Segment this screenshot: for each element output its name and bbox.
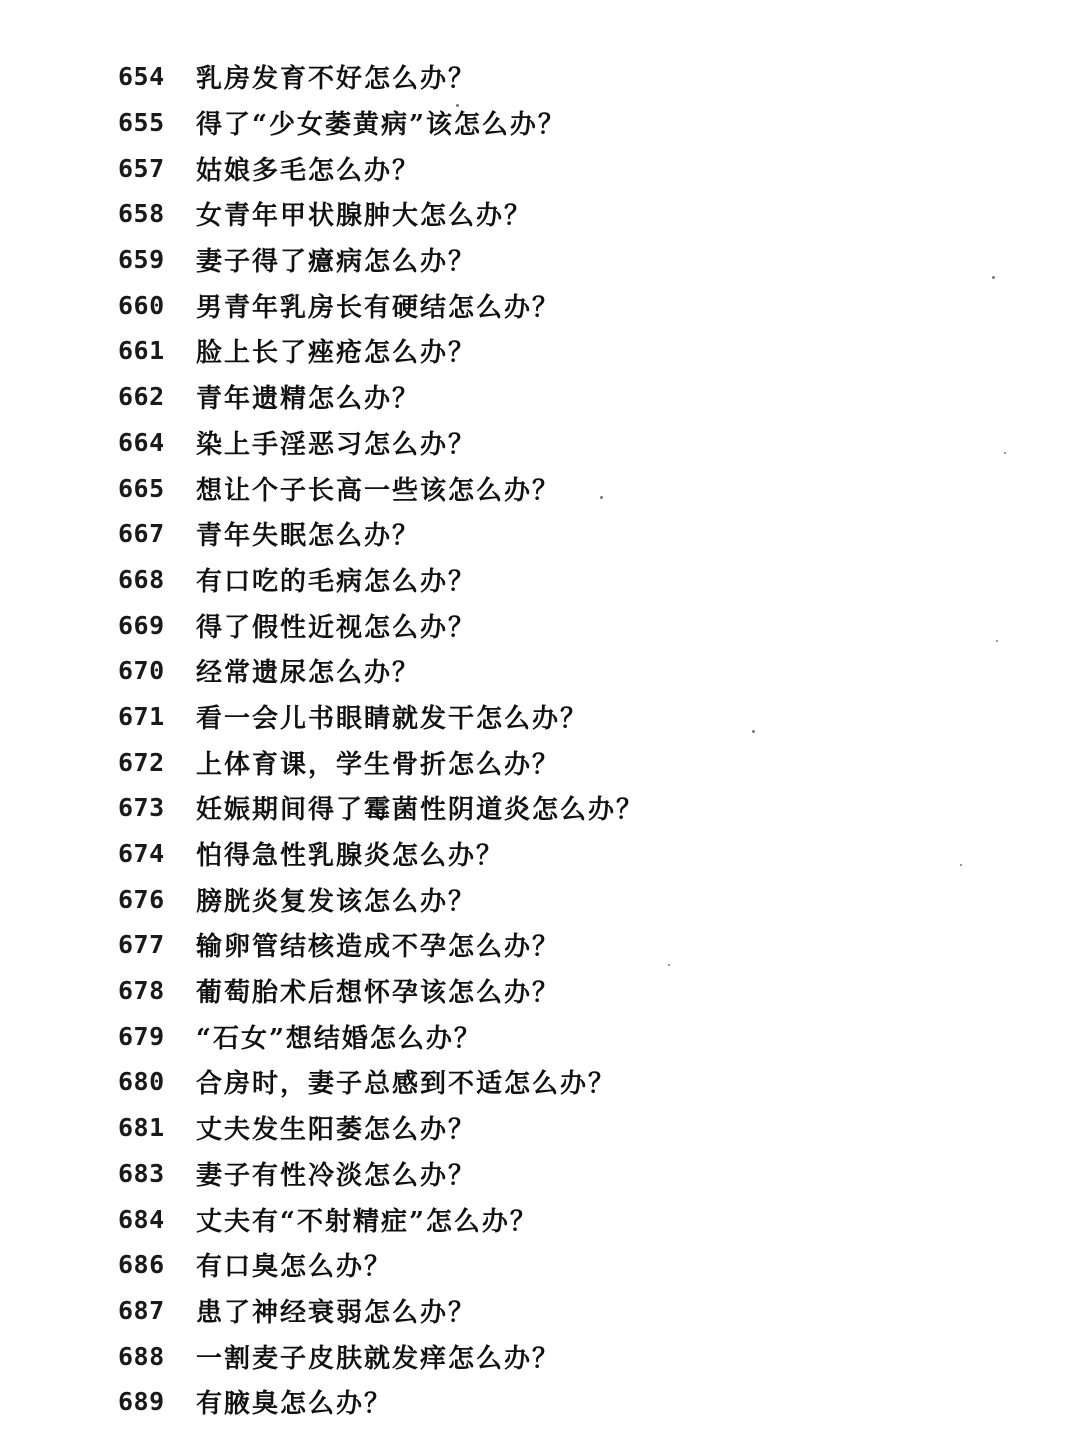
entry-title: 合房时，妻子总感到不适怎么办？ [196,1069,617,1100]
toc-entry [118,922,1018,968]
entry-title: 得了假性近视怎么办？ [196,612,477,643]
entry-title: 有腋臭怎么办？ [196,1389,393,1420]
entry-page-number: 676 [118,884,165,914]
entry-title: 妊娠期间得了霉菌性阴道炎怎么办？ [196,795,645,826]
toc-entry [118,465,1018,511]
entry-title: 一割麦子皮肤就发痒怎么办？ [196,1343,561,1374]
entry-title: 染上手淫恶习怎么办？ [196,429,477,460]
entry-title: 看一会儿书眼睛就发干怎么办？ [196,703,589,734]
entry-page-number: 679 [118,1021,165,1051]
toc-entry [118,1242,1018,1288]
toc-entry [118,1379,1018,1425]
entry-page-number: 677 [118,930,165,960]
toc-entry [118,1105,1018,1151]
entry-title: 姑娘多毛怎么办？ [196,155,421,186]
toc-entry [118,1151,1018,1197]
entry-title: 妻子有性冷淡怎么办？ [196,1160,477,1191]
entry-title: 丈夫发生阳萎怎么办？ [196,1115,477,1146]
scan-speck [1004,452,1006,454]
entry-title: 乳房发育不好怎么办？ [196,64,477,95]
toc-entry [118,876,1018,922]
toc-entry [118,1333,1018,1379]
entry-title: 患了神经衰弱怎么办？ [196,1297,477,1328]
entry-title: 输卵管结核造成不孕怎么办？ [196,932,561,963]
entry-page-number: 669 [118,610,165,640]
toc-entry [118,1013,1018,1059]
entry-page-number: 667 [118,519,165,549]
entry-title: 经常遗尿怎么办？ [196,658,421,689]
entry-title: 上体育课，学生骨折怎么办？ [196,749,561,780]
toc-entry [118,420,1018,466]
toc-entry [118,237,1018,283]
toc-entry [118,602,1018,648]
entry-page-number: 688 [118,1341,165,1371]
entry-page-number: 670 [118,656,165,686]
toc-entry [118,374,1018,420]
entry-title: 怕得急性乳腺炎怎么办？ [196,841,505,872]
toc-entry [118,557,1018,603]
toc-entry [118,282,1018,328]
entry-title: 丈夫有“不射精症”怎么办？ [196,1206,538,1237]
entry-page-number: 662 [118,382,165,412]
entry-page-number: 660 [118,290,165,320]
entry-page-number: 686 [118,1250,165,1280]
entry-page-number: 673 [118,793,165,823]
entry-title: 有口臭怎么办？ [196,1252,393,1283]
entry-page-number: 689 [118,1387,165,1417]
toc-entry [118,145,1018,191]
entry-title: 青年遗精怎么办？ [196,384,421,415]
entry-page-number: 655 [118,108,165,138]
entry-title: 膀胱炎复发该怎么办？ [196,886,477,917]
entry-title: 女青年甲状腺肿大怎么办？ [196,201,533,232]
entry-page-number: 683 [118,1158,165,1188]
toc-entry [118,54,1018,100]
scan-speck [996,640,998,642]
entry-page-number: 674 [118,839,165,869]
entry-page-number: 681 [118,1113,165,1143]
toc-entry [118,694,1018,740]
entry-page-number: 687 [118,1295,165,1325]
entry-title: 脸上长了痤疮怎么办？ [196,338,477,369]
entry-page-number: 684 [118,1204,165,1234]
toc-entry [118,511,1018,557]
toc-entry [118,831,1018,877]
scan-speck [456,104,459,107]
toc-entry [118,328,1018,374]
toc-entry [118,648,1018,694]
toc-entry [118,968,1018,1014]
entry-title: 妻子得了癔病怎么办？ [196,247,477,278]
toc-entry [118,100,1018,146]
entry-title: 有口吃的毛病怎么办？ [196,566,477,597]
entry-page-number: 658 [118,199,165,229]
toc-entry [118,1288,1018,1334]
entry-page-number: 671 [118,701,165,731]
entry-title: 想让个子长高一些该怎么办？ [196,475,561,506]
scan-speck [600,496,603,499]
scan-speck [960,864,962,866]
scan-speck [992,276,995,279]
entry-title: 男青年乳房长有硬结怎么办？ [196,292,561,323]
table-of-contents-list [118,54,1018,1425]
entry-page-number: 664 [118,427,165,457]
entry-page-number: 668 [118,564,165,594]
entry-title: 得了“少女萎黄病”该怎么办？ [196,110,566,141]
entry-page-number: 657 [118,153,165,183]
entry-page-number: 659 [118,245,165,275]
entry-page-number: 678 [118,976,165,1006]
entry-page-number: 665 [118,473,165,503]
toc-entry [118,785,1018,831]
toc-entry [118,739,1018,785]
entry-page-number: 661 [118,336,165,366]
entry-title: 青年失眠怎么办？ [196,521,421,552]
entry-title: 葡萄胎术后想怀孕该怎么办？ [196,978,561,1009]
toc-entry [118,1059,1018,1105]
scan-speck [752,730,755,733]
toc-entry [118,1196,1018,1242]
entry-page-number: 672 [118,747,165,777]
entry-page-number: 654 [118,62,165,92]
entry-title: “石女”想结婚怎么办？ [196,1023,482,1054]
toc-entry [118,191,1018,237]
entry-page-number: 680 [118,1067,165,1097]
scan-speck [668,964,670,966]
